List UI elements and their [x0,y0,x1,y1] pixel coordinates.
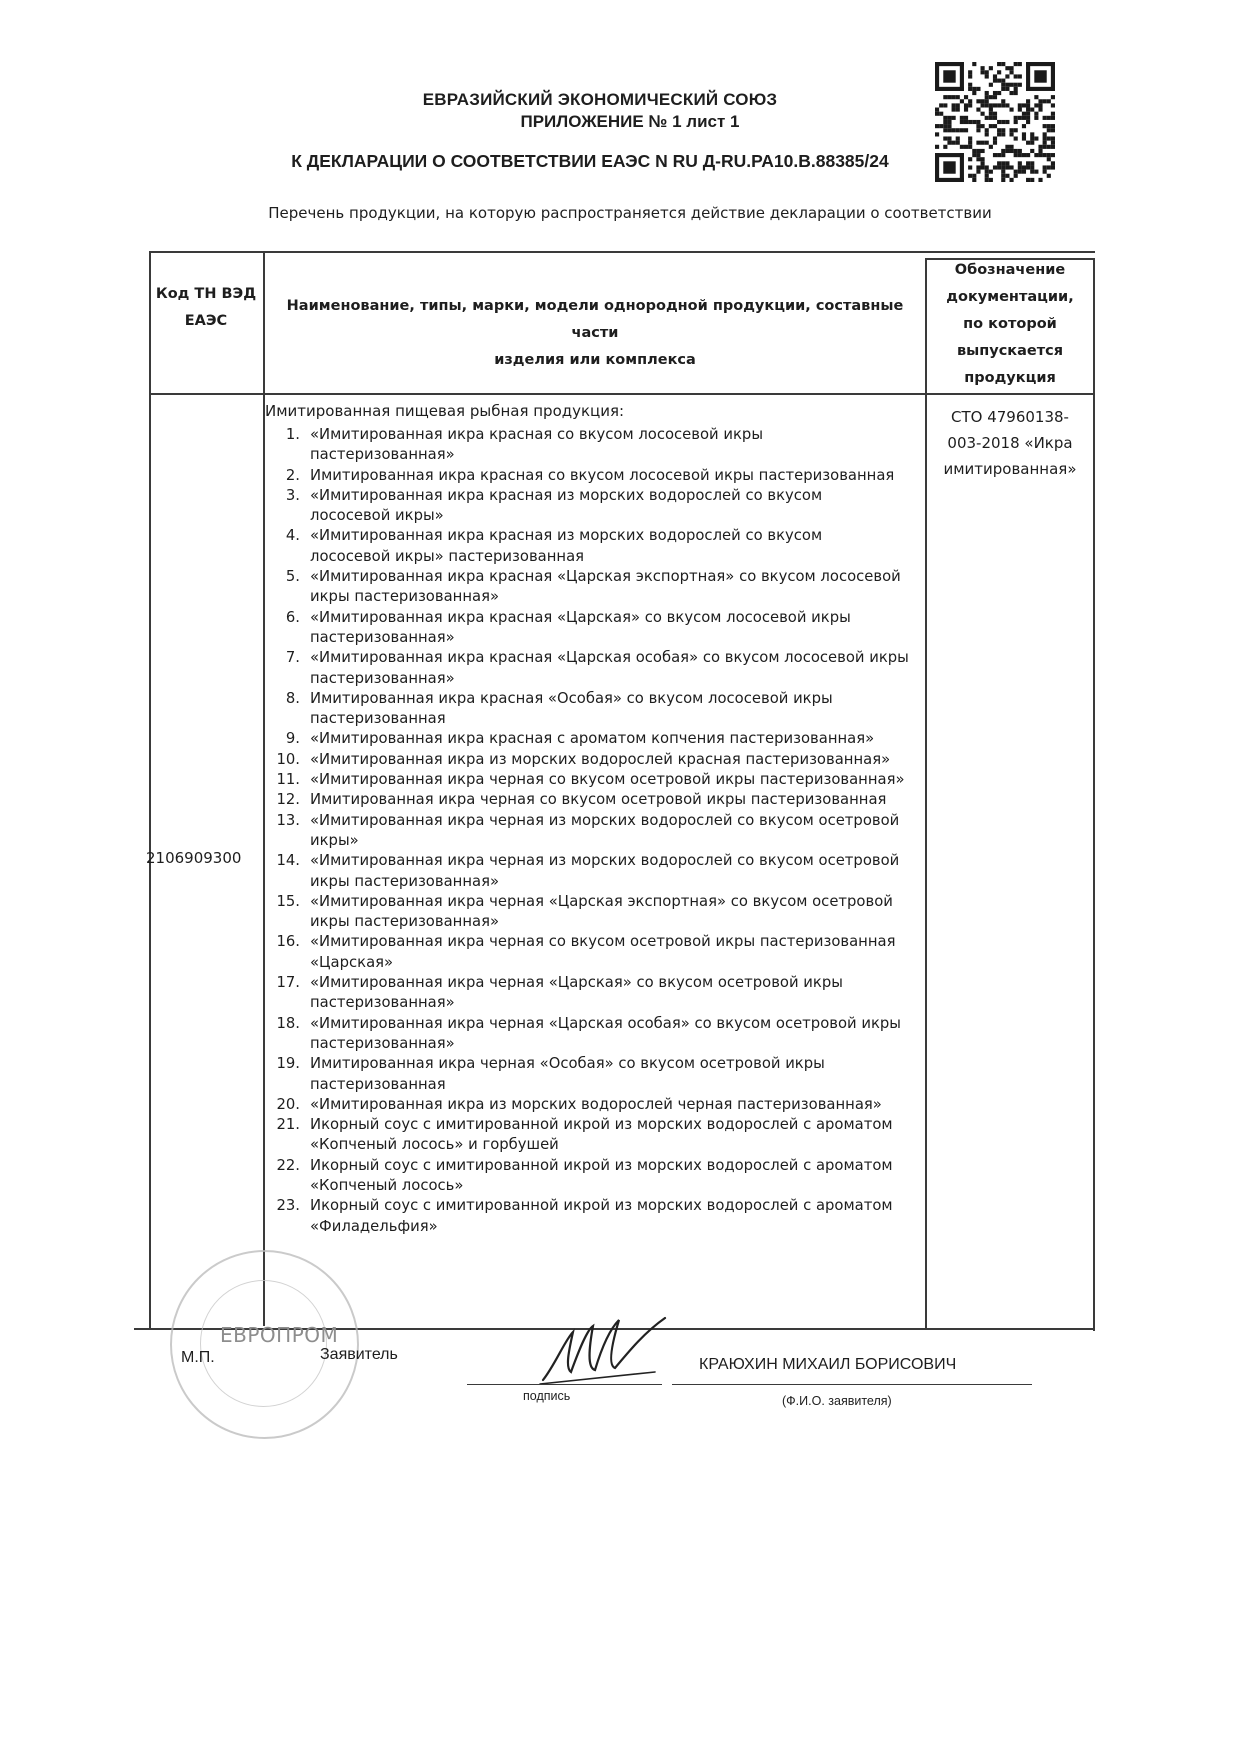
item-text: «Имитированная икра черная из морских водорослей со вкусом осетровой [310,852,900,870]
item-number: 3. [285,486,300,504]
item-number: 8. [285,689,300,707]
item-text: Икорный соус с имитированной икрой из морских водорослей с ароматом [310,1156,893,1174]
signature-caption: подпись [523,1389,571,1403]
item-text: пастеризованная [310,1075,446,1093]
item-text: Имитированная икра красная со вкусом лососевой икры пастеризованная [310,466,895,484]
list-item [270,689,930,730]
item-text: «Имитированная икра черная со вкусом осетровой икры пастеризованная» [310,771,905,789]
item-text: пастеризованная» [310,628,455,646]
list-item [270,466,930,486]
header-doc: Обозначение документации, по которой выпускается продукция [946,262,1074,386]
item-text: «Имитированная икра красная из морских водорослей со вкусом [310,527,823,545]
item-text: Имитированная икра черная со вкусом осетровой икры пастеризованная [310,791,887,809]
tn-ved-code: 2106909300 [146,849,242,867]
item-text: лососевой икры» [310,507,444,525]
item-number: 18. [276,1014,300,1032]
item-text: пастеризованная» [310,669,455,687]
item-text: «Имитированная икра черная «Царская» со вкусом осетровой икры [310,974,843,992]
item-text: «Имитированная икра черная из морских водорослей со вкусом осетровой [310,811,900,829]
doc-designation: СТО 47960138- 003-2018 «Икра имитированная» [943,408,1077,478]
item-text: «Царская» [310,953,394,971]
item-text: «Имитированная икра из морских водорослей красная пастеризованная» [310,750,891,768]
item-number: 14. [276,852,300,870]
item-text: «Имитированная икра из морских водорослей черная пастеризованная» [310,1095,882,1113]
list-item [270,486,930,527]
item-number: 23. [276,1197,300,1215]
list-item [270,932,930,973]
item-number: 9. [285,730,300,748]
product-list [270,425,930,1237]
item-text: Имитированная икра красная «Особая» со вкусом лососевой икры [310,689,833,707]
applicant-label: Заявитель [320,1346,398,1363]
applicant-name: КРАЮХИН МИХАИЛ БОРИСОВИЧ [699,1356,957,1373]
list-subtitle: Перечень продукции, на которую распространяется действие декларации о соответствии [268,204,992,222]
item-text: «Имитированная икра красная с ароматом копчения пастеризованная» [310,730,875,748]
item-text: «Имитированная икра черная со вкусом осетровой икры пастеризованная [310,933,896,951]
item-text: икры пастеризованная» [310,872,500,890]
list-item [270,567,930,608]
item-text: «Филадельфия» [310,1217,438,1235]
item-text: «Имитированная икра красная со вкусом лососевой икры [310,426,764,443]
header-code: Код ТН ВЭД ЕАЭС [155,286,257,329]
name-line [672,1384,1032,1385]
item-text: «Имитированная икра черная «Царская особая» со вкусом осетровой икры [310,1014,901,1032]
item-number: 2. [285,466,300,484]
item-text: пастеризованная» [310,994,455,1012]
list-item [270,1095,930,1115]
item-number: 13. [276,811,300,829]
list-item [270,1115,930,1156]
list-item [270,851,930,892]
list-item [270,811,930,852]
item-text: «Имитированная икра красная «Царская особая» со вкусом лососевой икры [310,649,909,667]
list-item [270,526,930,567]
item-number: 17. [276,974,300,992]
list-item [270,1014,930,1055]
item-text: «Копченый лосось» и горбушей [310,1136,559,1154]
list-item [270,1054,930,1095]
header-name: Наименование, типы, марки, модели однородной продукции, составные части изделия или комплекса [286,298,904,368]
list-item [270,425,930,466]
list-item [270,750,930,770]
item-text: «Имитированная икра черная «Царская экспортная» со вкусом осетровой [310,892,893,910]
list-item [270,729,930,749]
item-text: Имитированная икра черная «Особая» со вкусом осетровой икры [310,1055,825,1073]
item-text: пастеризованная» [310,1034,455,1052]
item-number: 15. [276,892,300,910]
list-item [270,973,930,1014]
qr-code [935,62,1055,182]
list-item [270,1156,930,1197]
name-caption: (Ф.И.О. заявителя) [782,1394,892,1408]
item-number: 21. [276,1116,300,1134]
item-number: 11. [276,771,300,789]
item-number: 1. [285,426,300,443]
item-number: 4. [285,527,300,545]
item-text: «Копченый лосось» [310,1176,464,1194]
signature [535,1310,695,1390]
item-number: 22. [276,1156,300,1174]
list-item [270,770,930,790]
item-number: 10. [276,750,300,768]
item-text: пастеризованная [310,710,446,728]
item-text: Икорный соус с имитированной икрой из морских водорослей с ароматом [310,1197,893,1215]
list-item [270,648,930,689]
list-item [270,892,930,933]
item-number: 7. [285,649,300,667]
list-item [270,608,930,649]
stamp-text: ЕВРОПРОМ [220,1323,339,1347]
list-item [270,790,930,810]
item-text: Икорный соус с имитированной икрой из морских водорослей с ароматом [310,1116,893,1134]
item-number: 6. [285,608,300,626]
union-title: ЕВРАЗИЙСКИЙ ЭКОНОМИЧЕСКИЙ СОЮЗ [422,90,778,109]
signature-line [467,1384,662,1385]
item-number: 20. [276,1095,300,1113]
item-number: 12. [276,791,300,809]
product-intro: Имитированная пищевая рыбная продукция: [265,402,625,420]
declaration-title: К ДЕКЛАРАЦИИ О СООТВЕТСТВИИ ЕАЭС N RU Д-RU.РА10.В.88385/24 [291,151,889,171]
item-text: «Имитированная икра красная из морских водорослей со вкусом [310,486,823,504]
item-text: икры пастеризованная» [310,913,500,931]
item-text: икры» [310,831,359,849]
item-text: лососевой икры» пастеризованная [310,547,585,565]
item-text: «Имитированная икра красная «Царская экспортная» со вкусом лососевой [310,568,901,586]
mp-label: М.П. [181,1349,215,1366]
item-number: 5. [285,568,300,586]
item-number: 16. [276,933,300,951]
item-text: «Имитированная икра красная «Царская» со вкусом лососевой икры [310,608,851,626]
item-text: икры пастеризованная» [310,588,500,606]
list-item [270,1196,930,1237]
item-text: пастеризованная» [310,446,455,464]
item-number: 19. [276,1055,300,1073]
appendix-title: ПРИЛОЖЕНИЕ № 1 лист 1 [520,112,740,131]
